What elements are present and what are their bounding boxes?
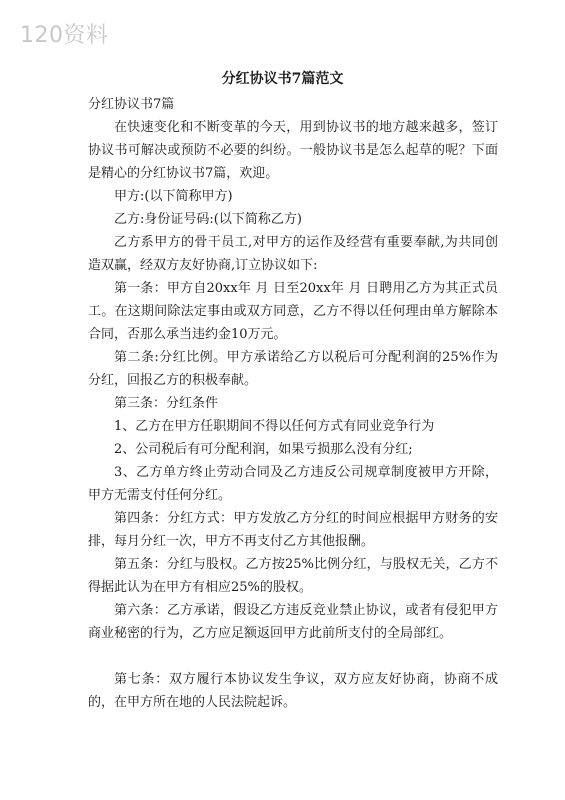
paragraph-condition-1: 1、乙方在甲方任职期间不得以任何方式有同业竞争行为 <box>114 419 435 434</box>
paragraph-party-a: 甲方:(以下简称甲方) <box>114 189 233 204</box>
watermark-logo-text: 120资料 <box>20 23 109 48</box>
document-body <box>88 116 498 714</box>
document-subtitle: 分红协议书7篇 <box>88 97 175 112</box>
document-title: 分红协议书7篇范文 <box>221 71 344 87</box>
paragraph-article-7: 第七条：双方履行本协议发生争议，双方应友好协商，协商不成的，在甲方所在地的人民法院起诉。 <box>88 672 498 710</box>
paragraph-condition-2: 2、公司税后有可分配利润，如果亏损那么没有分红; <box>114 442 413 457</box>
paragraph-article-2: 第二条:分红比例。甲方承诺给乙方以税后可分配利润的25%作为分红，回报乙方的积极奉献。 <box>88 350 498 388</box>
paragraph-article-4: 第四条：分红方式：甲方发放乙方分红的时间应根据甲方财务的安排，每月分红一次，甲方不再支付乙方其他报酬。 <box>88 511 498 549</box>
paragraph-article-1: 第一条：甲方自20xx年 月 日至20xx年 月 日聘用乙方为其正式员工。在这期间除法定事由或双方同意，乙方不得以任何理由单方解除本合同，否那么承当违约金10万元。 <box>88 281 498 342</box>
paragraph-article-3: 第三条：分红条件 <box>114 396 219 411</box>
paragraph-article-5: 第五条：分红与股权。乙方按25%比例分红，与股权无关，乙方不得据此认为在甲方有相应25%的股权。 <box>88 557 498 595</box>
paragraph-intro: 在快速变化和不断变革的今天，用到协议书的地方越来越多，签订协议书可解决或预防不必要的纠纷。一般协议书是怎么起草的呢？下面是精心的分红协议书7篇，欢迎。 <box>88 120 498 181</box>
paragraph-preamble: 乙方系甲方的骨干员工,对甲方的运作及经营有重要奉献,为共同创造双赢，经双方友好协商,订立协议如下: <box>88 235 498 273</box>
paragraph-party-b: 乙方:身份证号码:(以下简称乙方) <box>114 212 302 227</box>
paragraph-article-6: 第六条：乙方承诺，假设乙方违反竞业禁止协议，或者有侵犯甲方商业秘密的行为，乙方应足额返回甲方此前所支付的全局部红。 <box>88 603 498 641</box>
paragraph-condition-3: 3、乙方单方终止劳动合同及乙方违反公司规章制度被甲方开除，甲方无需支付任何分红。 <box>88 465 498 503</box>
